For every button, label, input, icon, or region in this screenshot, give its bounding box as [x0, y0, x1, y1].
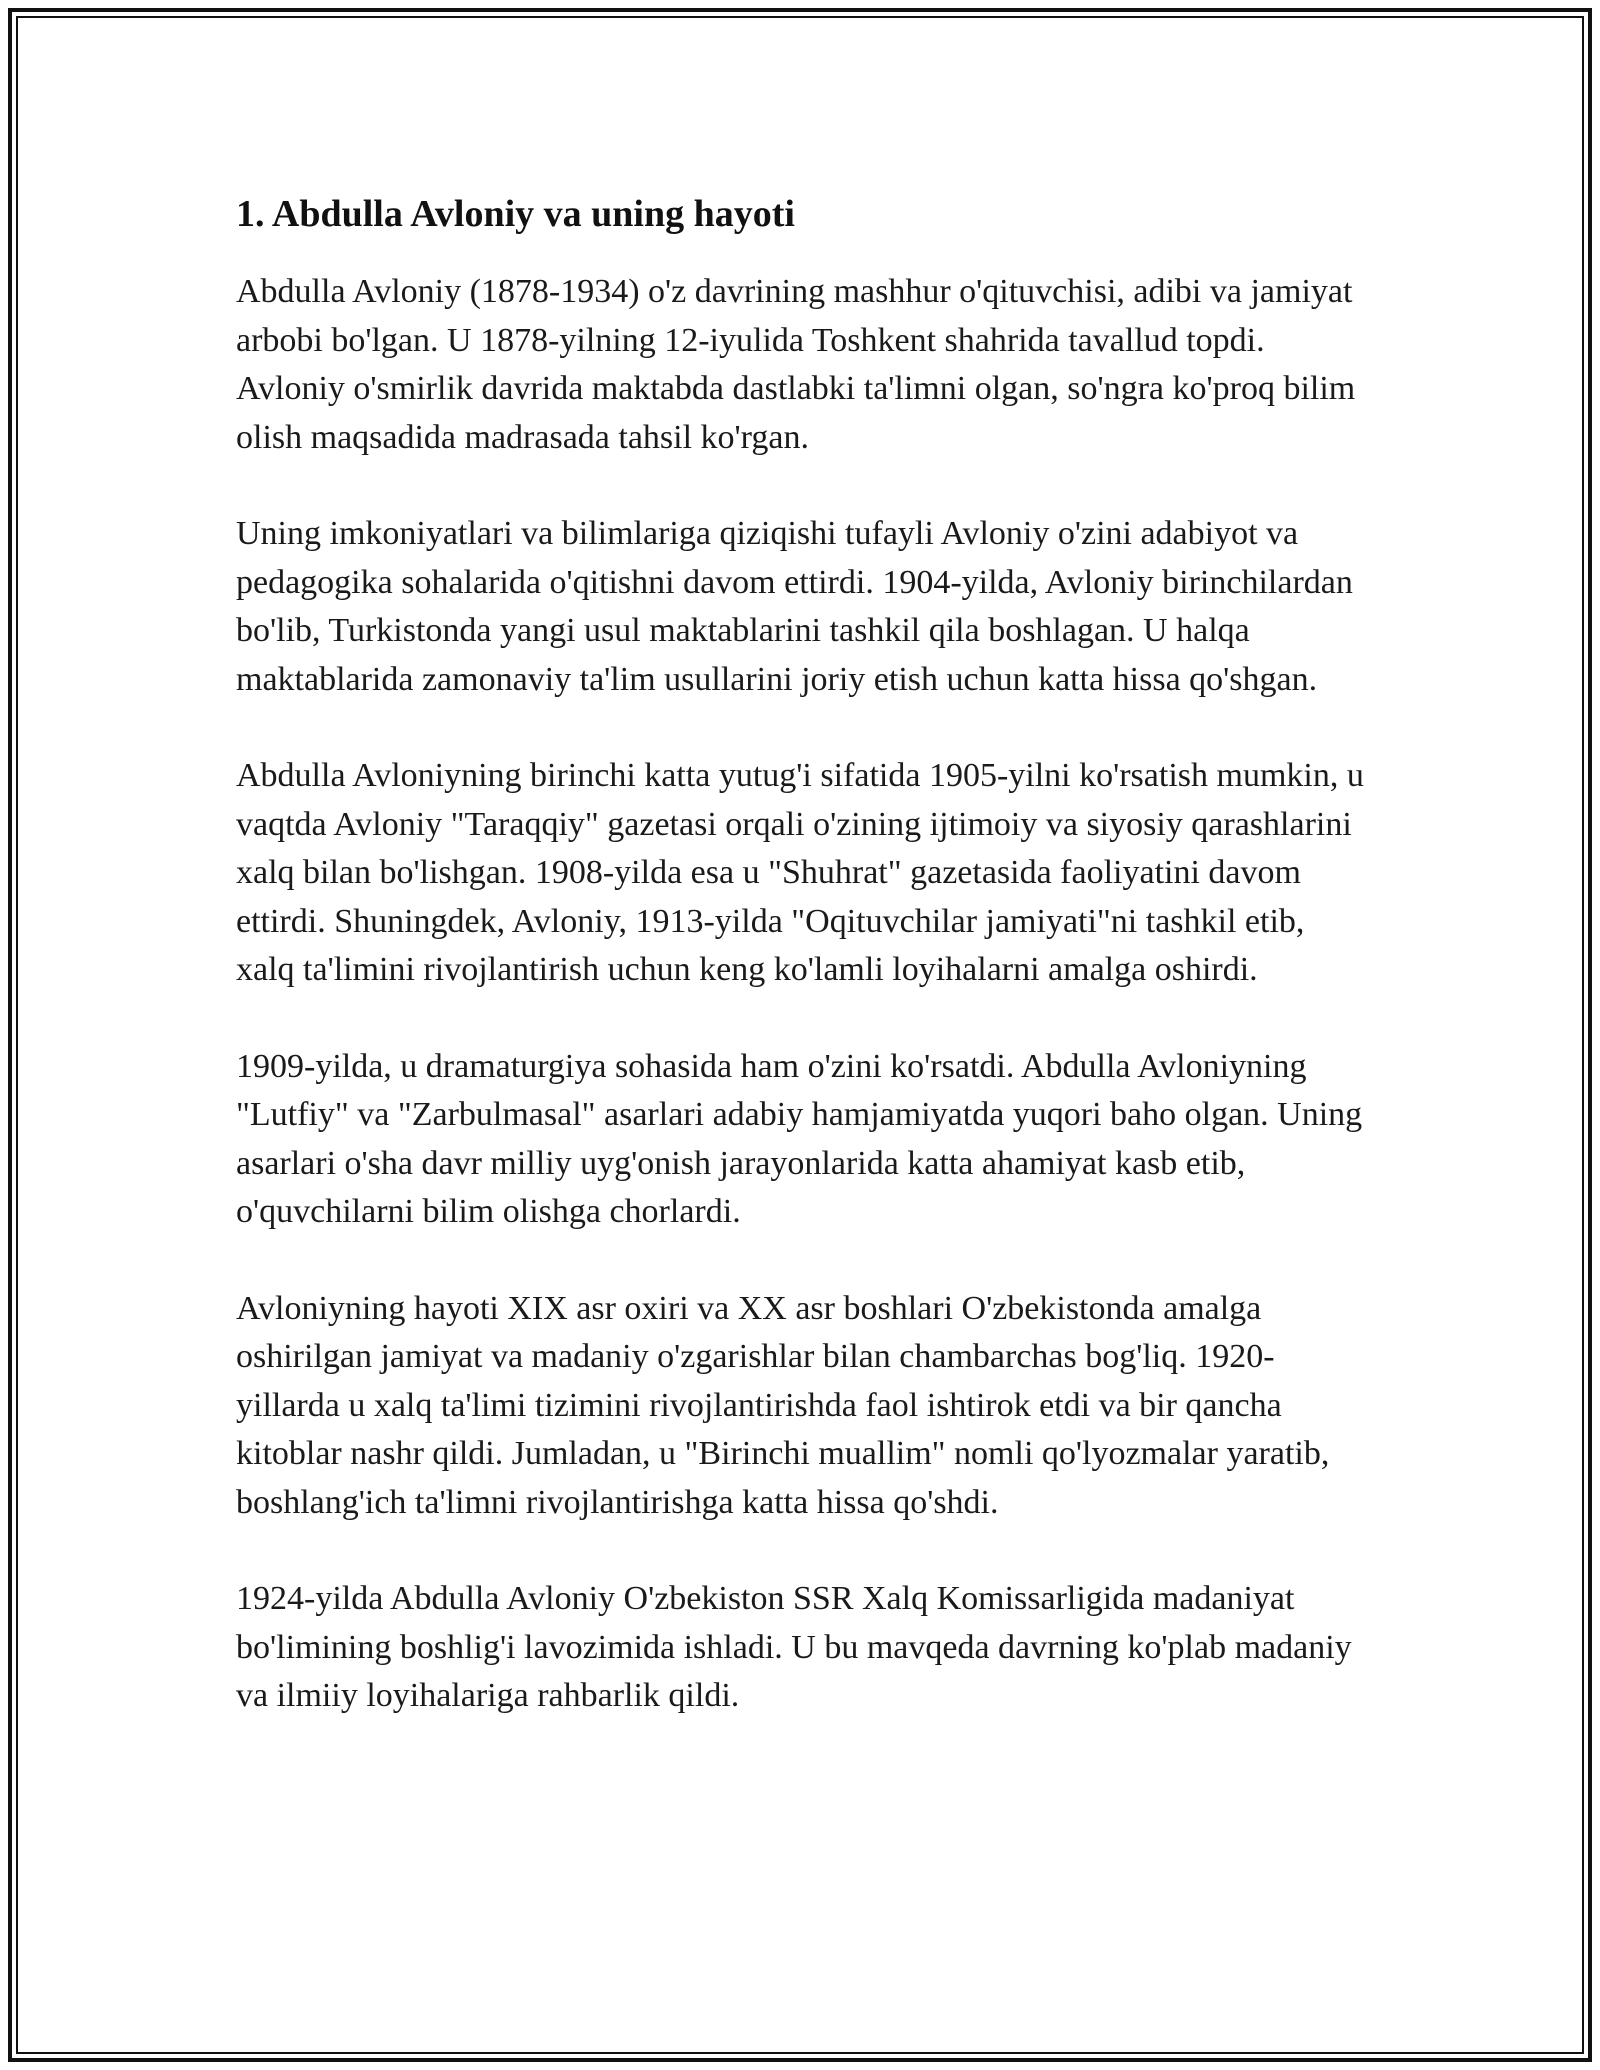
- paragraph-1: Abdulla Avloniy (1878-1934) o'z davrining mashhur o'qituvchisi, adibi va jamiyat arbobi bo'lgan. U 1878-yilning 12-iyulida Toshkent shahrida tavallud topdi. Avloniy o'smirlik davrida maktabda dastlabki ta'limni olgan, so'ngra ko'proq bilim olish maqsadida madrasada tahsil ko'rgan.: [236, 273, 1356, 456]
- section-heading: 1. Abdulla Avloniy va uning hayoti: [236, 193, 795, 235]
- paragraph-2: Uning imkoniyatlari va bilimlariga qiziqishi tufayli Avloniy o'zini adabiyot va pedagogika sohalarida o'qitishni davom ettirdi. 1904-yilda, Avloniy birinchilardan bo'lib, Turkistonda yangi usul maktablarini tashkil qila boshlagan. U halqa maktablarida zamonaviy ta'lim usullarini joriy etish uchun katta hissa qo'shgan.: [236, 515, 1353, 698]
- paragraph-5: Avloniyning hayoti XIX asr oxiri va XX asr boshlari O'zbekistonda amalga oshirilgan jamiyat va madaniy o'zgarishlar bilan chambarchas bog'liq. 1920-yillarda u xalq ta'limi tizimini rivojlantirishda faol ishtirok etdi va bir qancha kitoblar nashr qildi. Jumladan, u "Birinchi muallim" nomli qo'lyozmalar yaratib, boshlang'ich ta'limni rivojlantirishga katta hissa qo'shdi.: [236, 1289, 1330, 1521]
- paragraph-4: 1909-yilda, u dramaturgiya sohasida ham o'zini ko'rsatdi. Abdulla Avloniyning "Lutfiy" va "Zarbulmasal" asarlari adabiy hamjamiyatda yuqori baho olgan. Uning asarlari o'sha davr milliy uyg'onish jarayonlarida katta ahamiyat kasb etib, o'quvchilarni bilim olishga chorlardi.: [236, 1047, 1363, 1230]
- document-body: [236, 186, 1366, 1769]
- paragraph-6: 1924-yilda Abdulla Avloniy O'zbekiston SSR Xalq Komissarligida madaniyat bo'limining boshlig'i lavozimida ishladi. U bu mavqeda davrning ko'plab madaniy va ilmiiy loyihalariga rahbarlik qildi.: [236, 1580, 1352, 1714]
- paragraph-3: Abdulla Avloniyning birinchi katta yutug'i sifatida 1905-yilni ko'rsatish mumkin, u vaqtda Avloniy "Taraqqiy" gazetasi orqali o'zining ijtimoiy va siyosiy qarashlarini xalq bilan bo'lishgan. 1908-yilda esa u "Shuhrat" gazetasida faoliyatini davom ettirdi. Shuningdek, Avloniy, 1913-yilda "Oqituvchilar jamiyati"ni tashkil etib, xalq ta'limini rivojlantirish uchun keng ko'lamli loyihalarni amalga oshirdi.: [236, 757, 1364, 988]
